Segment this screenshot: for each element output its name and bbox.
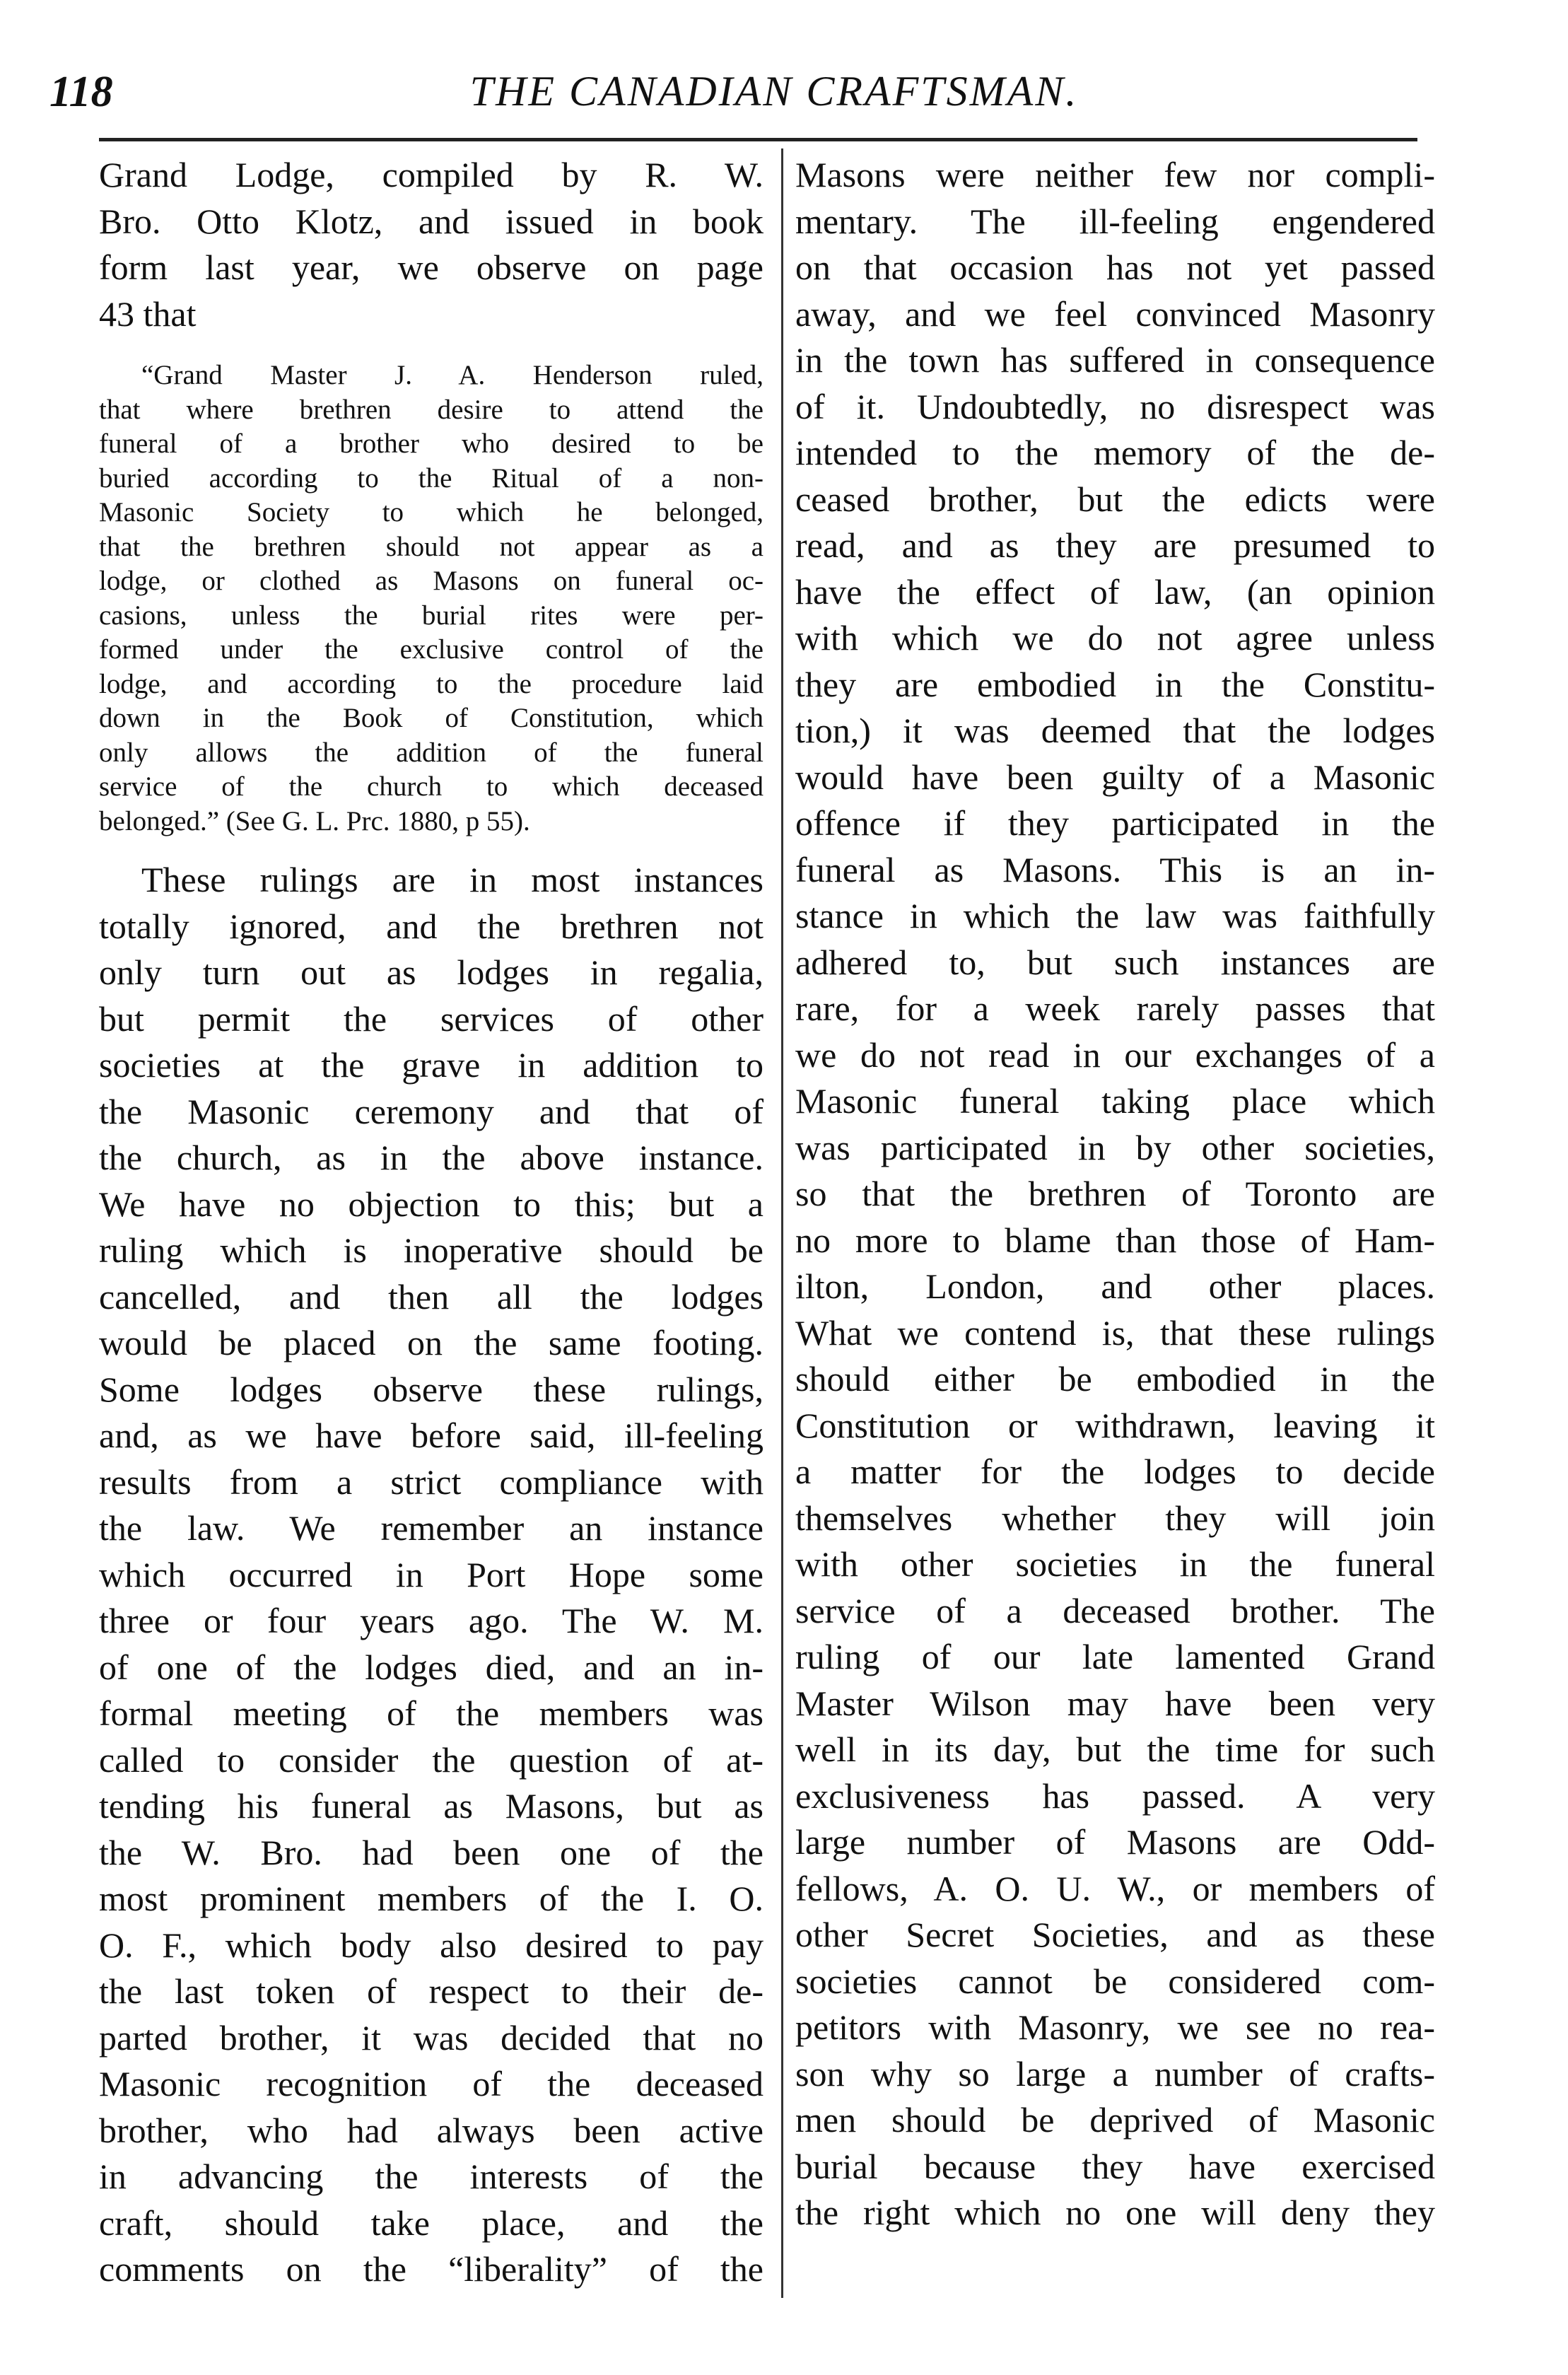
text-line: Masons were neither few nor compli-: [795, 155, 1435, 194]
text-line: the Masonic ceremony and that of: [99, 1091, 763, 1131]
text-line: fellows, A. O. U. W., or members of: [795, 1868, 1435, 1908]
text-line: ruling of our late lamented Grand: [795, 1637, 1435, 1676]
text-line: would have been guilty of a Masonic: [795, 757, 1435, 797]
text-line: other Secret Societies, and as these: [795, 1915, 1435, 1954]
text-line: men should be deprived of Masonic: [795, 2100, 1435, 2140]
text-line: formal meeting of the members was: [99, 1693, 763, 1733]
text-line: they are embodied in the Constitu-: [795, 664, 1435, 704]
text-line: well in its day, but the time for such: [795, 1729, 1435, 1769]
text-line: exclusiveness has passed. A very: [795, 1775, 1435, 1816]
text-line: offence if they participated in the: [795, 803, 1435, 843]
text-line: craft, should take place, and the: [99, 2202, 763, 2243]
quote-line: down in the Book of Constitution, which: [99, 703, 763, 733]
quote-line: buried according to the Ritual of a non-: [99, 462, 763, 494]
text-line: societies at the grave in addition to: [99, 1045, 763, 1085]
text-line: with other societies in the funeral: [795, 1544, 1435, 1584]
text-line: and, as we have before said, ill-feeling: [99, 1416, 763, 1455]
text-line: cancelled, and then all the lodges: [99, 1276, 763, 1317]
text-line: the church, as in the above instance.: [99, 1138, 763, 1177]
running-title: THE CANADIAN CRAFTSMAN.: [469, 68, 1079, 115]
text-line: on that occasion has not yet passed: [795, 247, 1435, 287]
text-line: large number of Masons are Odd-: [795, 1822, 1435, 1862]
text-line: the right which no one will deny they: [795, 2193, 1435, 2232]
text-line: have the effect of law, (an opinion: [795, 571, 1435, 612]
text-line: adhered to, but such instances are: [795, 942, 1435, 982]
text-line: brother, who had always been active: [99, 2110, 763, 2150]
text-line: so that the brethren of Toronto are: [795, 1174, 1435, 1213]
quote-line: belonged.” (See G. L. Prc. 1880, p 55).: [99, 805, 530, 836]
quote-line: “Grand Master J. A. Henderson ruled,: [141, 360, 763, 390]
text-line: a matter for the lodges to decide: [795, 1452, 1435, 1491]
text-line: we do not read in our exchanges of a: [795, 1034, 1435, 1075]
quote-line: Masonic Society to which he belonged,: [99, 497, 763, 527]
text-line: ceased brother, but the edicts were: [795, 479, 1435, 519]
quote-line: that where brethren desire to attend the: [99, 394, 763, 425]
header-rule: [99, 138, 1417, 141]
text-line: the last token of respect to their de-: [99, 1971, 763, 2011]
text-line: son why so large a number of crafts-: [795, 2053, 1435, 2094]
text-line: burial because they have exercised: [795, 2146, 1435, 2186]
text-line: We have no objection to this; but a: [99, 1184, 763, 1224]
page-number: 118: [49, 68, 113, 116]
text-line: in the town has suffered in consequence: [795, 340, 1435, 380]
text-line: comments on the “liberality” of the: [99, 2249, 763, 2289]
text-line: three or four years ago. The W. M.: [99, 1601, 763, 1640]
text-line: in advancing the interests of the: [99, 2157, 763, 2196]
text-line: themselves whether they will join: [795, 1498, 1435, 1538]
text-line: These rulings are in most instances: [141, 860, 763, 899]
text-line: ilton, London, and other places.: [795, 1266, 1435, 1306]
text-line: called to consider the question of at-: [99, 1739, 763, 1780]
text-line: of it. Undoubtedly, no disrespect was: [795, 386, 1435, 426]
text-line: most prominent members of the I. O.: [99, 1879, 763, 1918]
text-line: What we contend is, that these rulings: [795, 1312, 1435, 1353]
block-quote: [99, 358, 763, 839]
text-line: petitors with Masonry, we see no rea-: [795, 2007, 1435, 2047]
text-line: mentary. The ill-feeling engendered: [795, 201, 1435, 241]
text-line: parted brother, it was decided that no: [99, 2017, 763, 2058]
quote-line: only allows the addition of the funeral: [99, 737, 763, 768]
body-paragraph: [99, 857, 763, 2293]
text-line: would be placed on the same footing.: [99, 1323, 763, 1362]
quote-line: casions, unless the burial rites were per-: [99, 600, 763, 631]
text-line: only turn out as lodges in regalia,: [99, 952, 763, 992]
quote-line: lodge, and according to the procedure laid: [99, 668, 763, 699]
intro-paragraph: [99, 152, 763, 337]
quote-line: that the brethren should not appear as a: [99, 531, 763, 562]
text-line: Masonic recognition of the deceased: [99, 2064, 763, 2103]
body-paragraph-continued: [795, 152, 1435, 2236]
text-line: O. F., which body also desired to pay: [99, 1925, 763, 1965]
quote-line: service of the church to which deceased: [99, 771, 763, 802]
text-line: was participated in by other societies,: [795, 1127, 1435, 1167]
text-line: the W. Bro. had been one of the: [99, 1832, 763, 1872]
text-line: of one of the lodges died, and an in-: [99, 1647, 763, 1687]
text-line: ruling which is inoperative should be: [99, 1230, 763, 1270]
text-line: tending his funeral as Masons, but as: [99, 1786, 763, 1826]
text-line: 43 that: [99, 293, 197, 334]
text-line: totally ignored, and the brethren not: [99, 906, 763, 946]
text-line: but permit the services of other: [99, 998, 763, 1039]
text-line: tion,) it was deemed that the lodges: [795, 711, 1435, 750]
text-line: Master Wilson may have been very: [795, 1683, 1435, 1723]
column-divider: [781, 148, 783, 2298]
text-line: Grand Lodge, compiled by R. W.: [99, 155, 763, 194]
text-line: Constitution or withdrawn, leaving it: [795, 1405, 1435, 1445]
text-line: funeral as Masons. This is an in-: [795, 849, 1435, 889]
left-column: [99, 152, 763, 2293]
page-header: [49, 67, 1499, 131]
quote-line: formed under the exclusive control of the: [99, 634, 763, 665]
text-line: read, and as they are presumed to: [795, 525, 1435, 565]
text-line: form last year, we observe on page: [99, 247, 763, 287]
text-line: results from a strict compliance with: [99, 1461, 763, 1502]
text-line: no more to blame than those of Ham-: [795, 1220, 1435, 1260]
text-line: stance in which the law was faithfully: [795, 896, 1435, 935]
text-line: away, and we feel convinced Masonry: [795, 293, 1435, 334]
text-line: rare, for a week rarely passes that: [795, 988, 1435, 1028]
text-line: which occurred in Port Hope some: [99, 1554, 763, 1594]
text-line: societies cannot be considered com-: [795, 1961, 1435, 2001]
quote-line: funeral of a brother who desired to be: [99, 428, 763, 459]
right-column: [795, 152, 1435, 2236]
text-line: Masonic funeral taking place which: [795, 1081, 1435, 1121]
text-line: the law. We remember an instance: [99, 1508, 763, 1548]
quote-line: lodge, or clothed as Masons on funeral oc-: [99, 566, 763, 596]
text-line: service of a deceased brother. The: [795, 1590, 1435, 1630]
text-line: Bro. Otto Klotz, and issued in book: [99, 201, 763, 241]
text-line: should either be embodied in the: [795, 1359, 1435, 1399]
text-line: with which we do not agree unless: [795, 618, 1435, 658]
text-line: intended to the memory of the de-: [795, 433, 1435, 472]
text-line: Some lodges observe these rulings,: [99, 1369, 763, 1409]
